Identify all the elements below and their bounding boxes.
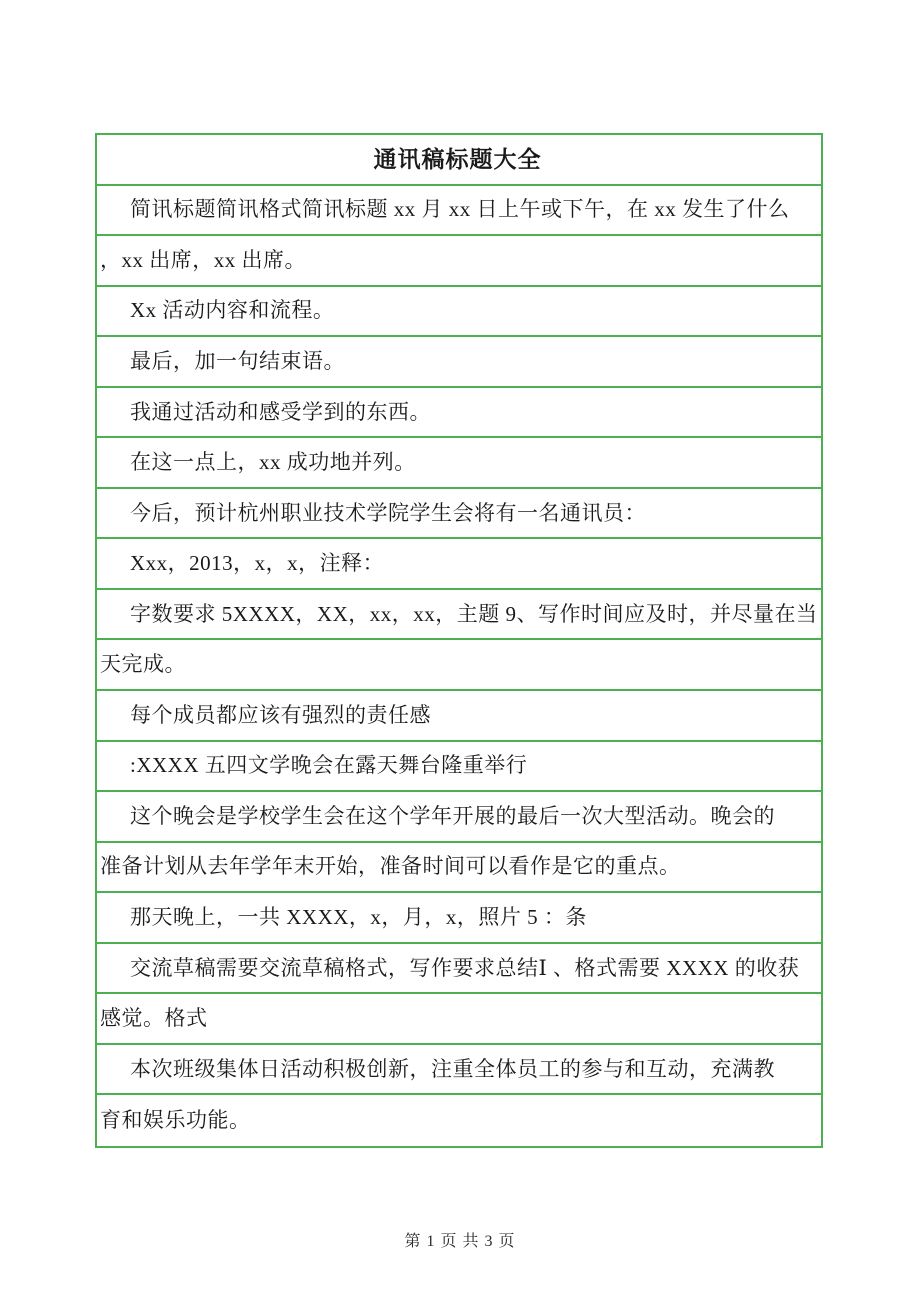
paragraph-line: 简讯标题简讯格式简讯标题 xx 月 xx 日上午或下午，在 xx 发生了什么	[97, 186, 821, 237]
paragraph-line: 每个成员都应该有强烈的责任感	[97, 691, 821, 742]
paragraph-line: ，xx 出席，xx 出席。	[97, 236, 821, 287]
paragraph-line: 感觉。格式	[97, 994, 821, 1045]
document-table	[95, 133, 823, 1148]
paragraph-line: Xxx，2013，x，x，注释：	[97, 539, 821, 590]
page-footer: 第 1 页 共 3 页	[404, 1233, 516, 1250]
paragraph-line: 在这一点上，xx 成功地并列。	[97, 438, 821, 489]
paragraph-line: 这个晚会是学校学生会在这个学年开展的最后一次大型活动。晚会的	[97, 792, 821, 843]
paragraph-line: 本次班级集体日活动积极创新，注重全体员工的参与和互动，充满教	[97, 1045, 821, 1096]
paragraph-line: 交流草稿需要交流草稿格式，写作要求总结Ⅰ 、格式需要 XXXX 的收获	[97, 944, 821, 995]
paragraph-line: 今后，预计杭州职业技术学院学生会将有一名通讯员：	[97, 489, 821, 540]
paragraph-line: Xx 活动内容和流程。	[97, 287, 821, 338]
paragraph-line: 准备计划从去年学年末开始，准备时间可以看作是它的重点。	[97, 843, 821, 894]
paragraph-line: 最后，加一句结束语。	[97, 337, 821, 388]
paragraph-line: 育和娱乐功能。	[100, 1108, 251, 1133]
paragraph-line: 字数要求 5XXXX，XX，xx，xx，主题 9、写作时间应及时，并尽量在当	[97, 590, 821, 641]
paragraph-line: 那天晚上，一共 XXXX，x，月，x，照片 5 ：条	[97, 893, 821, 944]
document-title: 通讯稿标题大全	[97, 135, 821, 186]
paragraph-line: 天完成。	[97, 640, 821, 691]
paragraph-line: 我通过活动和感受学到的东西。	[97, 388, 821, 439]
paragraph-line: :XXXX 五四文学晚会在露天舞台隆重举行	[97, 742, 821, 793]
